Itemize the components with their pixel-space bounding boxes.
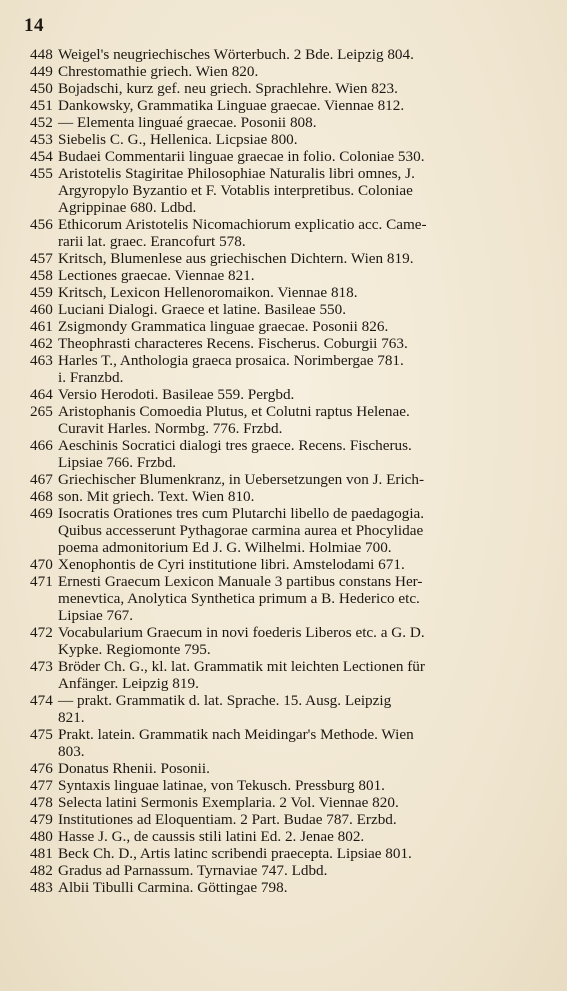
entry-line: Lectiones graecae. Viennae 821. [58, 267, 255, 284]
entry-line: 803. [58, 743, 85, 760]
entry-line: Agrippinae 680. Ldbd. [58, 199, 197, 216]
entry-text [58, 471, 547, 488]
entry-number: 448 [30, 46, 53, 63]
catalog-entry [18, 335, 547, 352]
entry-line: Griechischer Blumenkranz, in Uebersetzungen von J. Erich- [58, 471, 425, 488]
entry-line: menevtica, Anolytica Synthetica primum a B. Hederico etc. [58, 590, 420, 607]
entry-text [58, 46, 547, 63]
catalog-entry [18, 879, 547, 896]
catalog-entry [18, 80, 547, 97]
catalog-entry [18, 131, 547, 148]
entry-number: 466 [30, 437, 53, 454]
entry-number: 462 [30, 335, 53, 352]
entry-text [58, 403, 547, 437]
entry-number: 472 [30, 624, 53, 641]
entry-text [58, 692, 547, 726]
catalog-entry [18, 488, 547, 505]
entry-line: Hasse J. G., de caussis stili latini Ed. 2. Jenae 802. [58, 828, 365, 845]
entry-text [58, 63, 547, 80]
catalog-entry [18, 811, 547, 828]
entry-line: Kypke. Regiomonte 795. [58, 641, 211, 658]
entry-text [58, 148, 547, 165]
entry-number: 477 [30, 777, 53, 794]
entry-line: Xenophontis de Cyri institutione libri. Amstelodami 671. [58, 556, 405, 573]
entry-number: 474 [30, 692, 53, 709]
catalog-entry [18, 63, 547, 80]
entry-line: Ernesti Graecum Lexicon Manuale 3 partibus constans Her- [58, 573, 423, 590]
entry-line: poema admonitorium Ed J. G. Wilhelmi. Holmiae 700. [58, 539, 392, 556]
entry-line: Anfänger. Leipzig 819. [58, 675, 199, 692]
entry-line: Institutiones ad Eloquentiam. 2 Part. Budae 787. Erzbd. [58, 811, 397, 828]
entry-line: Kritsch, Lexicon Hellenoromaikon. Viennae 818. [58, 284, 358, 301]
entry-line: Aeschinis Socratici dialogi tres graece. Recens. Fischerus. [58, 437, 412, 454]
page-number: 14 [24, 15, 44, 36]
entry-line: Selecta latini Sermonis Exemplaria. 2 Vol. Viennae 820. [58, 794, 399, 811]
entry-text [58, 318, 547, 335]
entry-line: Bröder Ch. G., kl. lat. Grammatik mit leichten Lectionen für [58, 658, 425, 675]
entry-line: Prakt. latein. Grammatik nach Meidingar's Methode. Wien [58, 726, 414, 743]
entry-number: 483 [30, 879, 53, 896]
entry-text [58, 777, 547, 794]
catalog-entry [18, 573, 547, 624]
entry-line: Argyropylo Byzantio et F. Votablis interpretibus. Coloniae [58, 182, 413, 199]
entry-number: 467 [30, 471, 53, 488]
entry-number: 463 [30, 352, 53, 369]
entry-text [58, 573, 547, 624]
entry-text [58, 862, 547, 879]
entry-text [58, 114, 547, 131]
entry-line: son. Mit griech. Text. Wien 810. [58, 488, 255, 505]
entry-text [58, 284, 547, 301]
entry-number: 461 [30, 318, 53, 335]
entry-line: rarii lat. graec. Erancofurt 578. [58, 233, 246, 250]
entry-line: Kritsch, Blumenlese aus griechischen Dichtern. Wien 819. [58, 250, 414, 267]
entry-text [58, 811, 547, 828]
entry-line: Aristotelis Stagiritae Philosophiae Naturalis libri omnes, J. [58, 165, 415, 182]
catalog-entry [18, 165, 547, 216]
entry-text [58, 828, 547, 845]
entry-text [58, 80, 547, 97]
entry-text [58, 658, 547, 692]
entry-text [58, 879, 547, 896]
entry-line: Ethicorum Aristotelis Nicomachiorum explicatio acc. Came- [58, 216, 427, 233]
entry-line: Versio Herodoti. Basileae 559. Pergbd. [58, 386, 295, 403]
entry-number: 455 [30, 165, 53, 182]
entry-line: Luciani Dialogi. Graece et latine. Basileae 550. [58, 301, 347, 318]
entry-line: Siebelis C. G., Hellenica. Licpsiae 800. [58, 131, 298, 148]
entry-text [58, 267, 547, 284]
entry-text [58, 301, 547, 318]
entry-line: Isocratis Orationes tres cum Plutarchi libello de paedagogia. [58, 505, 425, 522]
entry-line: Lipsiae 767. [58, 607, 134, 624]
entry-text [58, 845, 547, 862]
entry-text [58, 505, 547, 556]
entry-line: Zsigmondy Grammatica linguae graecae. Posonii 826. [58, 318, 389, 335]
entry-number: 482 [30, 862, 53, 879]
entry-text [58, 131, 547, 148]
entry-number: 476 [30, 760, 53, 777]
entry-number: 454 [30, 148, 53, 165]
entry-number: 470 [30, 556, 53, 573]
entry-line: Theophrasti characteres Recens. Fischerus. Coburgii 763. [58, 335, 408, 352]
entry-line: Harles T., Anthologia graeca prosaica. Norimbergae 781. [58, 352, 404, 369]
entry-line: i. Franzbd. [58, 369, 124, 386]
entry-number: 458 [30, 267, 53, 284]
entry-text [58, 97, 547, 114]
catalog-entry [18, 250, 547, 267]
catalog-entry [18, 862, 547, 879]
catalog-entry [18, 46, 547, 63]
entry-line: — Elementa linguaé graecae. Posonii 808. [58, 114, 317, 131]
entry-line: Aristophanis Comoedia Plutus, et Colutni raptus Helenae. [58, 403, 410, 420]
entry-text [58, 335, 547, 352]
entry-text [58, 250, 547, 267]
entry-number: 450 [30, 80, 53, 97]
entry-number: 452 [30, 114, 53, 131]
entry-line: Syntaxis linguae latinae, von Tekusch. Pressburg 801. [58, 777, 385, 794]
catalog-entry [18, 692, 547, 726]
entry-text [58, 488, 547, 505]
entry-line: Lipsiae 766. Frzbd. [58, 454, 177, 471]
entry-text [58, 437, 547, 471]
catalog-entry [18, 760, 547, 777]
catalog-entry [18, 794, 547, 811]
entry-text [58, 726, 547, 760]
entry-number: 451 [30, 97, 53, 114]
catalog-entry [18, 777, 547, 794]
entry-number: 480 [30, 828, 53, 845]
entry-number: 459 [30, 284, 53, 301]
entry-text [58, 386, 547, 403]
catalog-entry [18, 267, 547, 284]
catalog-entry [18, 216, 547, 250]
entry-number: 471 [30, 573, 53, 590]
entry-line: 821. [58, 709, 85, 726]
entry-number: 460 [30, 301, 53, 318]
catalog-entry [18, 403, 547, 437]
catalog-entry [18, 148, 547, 165]
entry-line: Curavit Harles. Normbg. 776. Frzbd. [58, 420, 283, 437]
catalog-entry [18, 828, 547, 845]
catalog-entry [18, 352, 547, 386]
entry-line: Weigel's neugriechisches Wörterbuch. 2 Bde. Leipzig 804. [58, 46, 414, 63]
catalog-entry [18, 284, 547, 301]
catalog-entry [18, 318, 547, 335]
entry-number: 478 [30, 794, 53, 811]
catalog-entry [18, 726, 547, 760]
entry-number: 481 [30, 845, 53, 862]
catalog-entry [18, 658, 547, 692]
entry-text [58, 794, 547, 811]
entry-number: 449 [30, 63, 53, 80]
catalog-entry [18, 624, 547, 658]
entry-number: 453 [30, 131, 53, 148]
entry-number: 469 [30, 505, 53, 522]
entry-text [58, 556, 547, 573]
catalog-entry [18, 114, 547, 131]
entry-text [58, 216, 547, 250]
entry-number: 473 [30, 658, 53, 675]
entry-number: 456 [30, 216, 53, 233]
entry-line: Chrestomathie griech. Wien 820. [58, 63, 259, 80]
entry-line: Bojadschi, kurz gef. neu griech. Sprachlehre. Wien 823. [58, 80, 398, 97]
catalog-entry [18, 556, 547, 573]
catalog-entry [18, 386, 547, 403]
entry-number: 475 [30, 726, 53, 743]
entry-number: 265 [30, 403, 53, 420]
entry-text [58, 352, 547, 386]
entry-text [58, 165, 547, 216]
entry-number: 479 [30, 811, 53, 828]
catalog-entry [18, 97, 547, 114]
entry-line: Budaei Commentarii linguae graecae in folio. Coloniae 530. [58, 148, 425, 165]
catalog-entry [18, 845, 547, 862]
entry-line: Albii Tibulli Carmina. Göttingae 798. [58, 879, 288, 896]
catalog-entry [18, 437, 547, 471]
entry-text [58, 760, 547, 777]
entry-line: Beck Ch. D., Artis latinc scribendi praecepta. Lipsiae 801. [58, 845, 412, 862]
entry-text [58, 624, 547, 658]
entry-number: 464 [30, 386, 53, 403]
entry-line: — prakt. Grammatik d. lat. Sprache. 15. Ausg. Leipzig [58, 692, 392, 709]
entry-line: Gradus ad Parnassum. Tyrnaviae 747. Ldbd. [58, 862, 328, 879]
entry-line: Quibus accesserunt Pythagorae carmina aurea et Phocylidae [58, 522, 424, 539]
entry-number: 457 [30, 250, 53, 267]
entry-number: 468 [30, 488, 53, 505]
catalog-entry [18, 471, 547, 488]
catalog-entry [18, 505, 547, 556]
entry-line: Dankowsky, Grammatika Linguae graecae. Viennae 812. [58, 97, 405, 114]
entry-line: Donatus Rhenii. Posonii. [58, 760, 210, 777]
entry-line: Vocabularium Graecum in novi foederis Liberos etc. a G. D. [58, 624, 425, 641]
entry-list [18, 46, 547, 896]
catalog-entry [18, 301, 547, 318]
